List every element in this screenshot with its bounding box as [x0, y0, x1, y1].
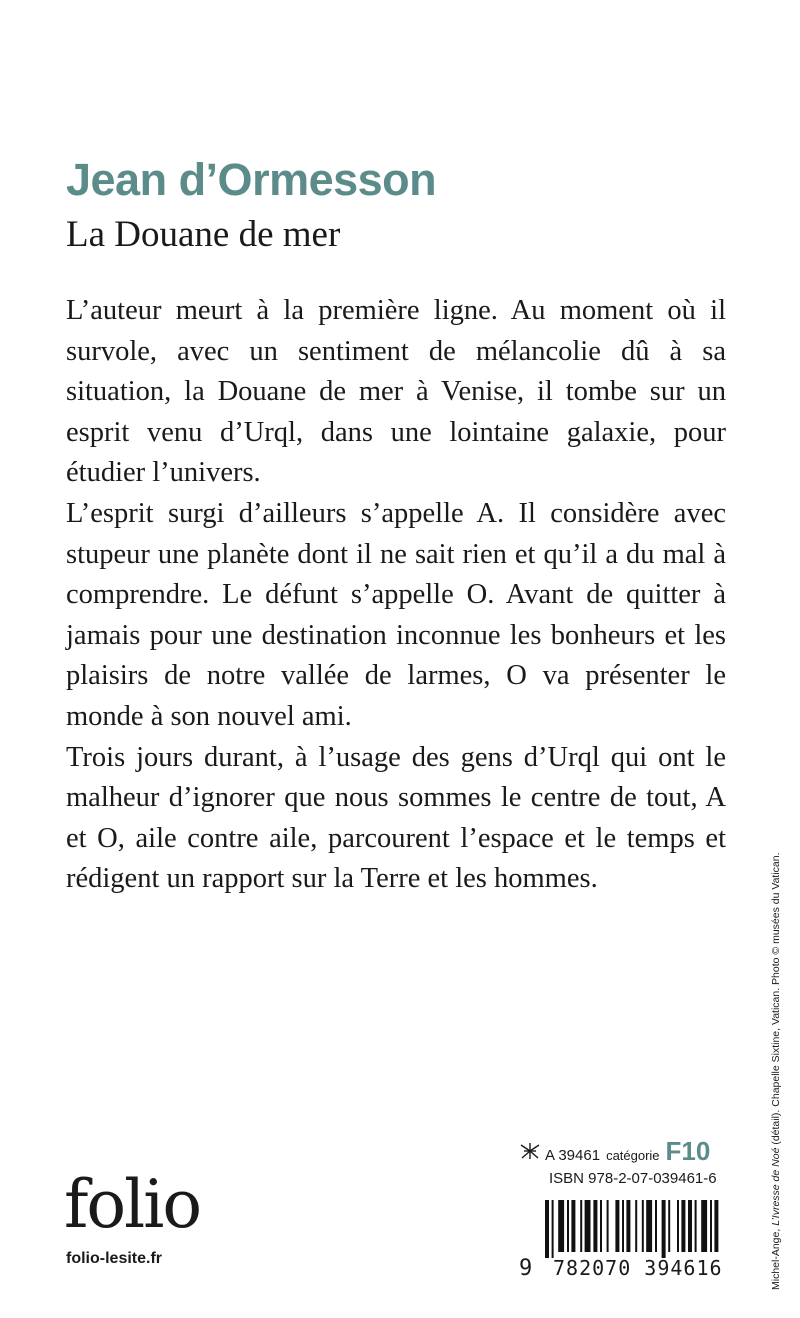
image-credit: [771, 852, 782, 1290]
barcode-bars: [545, 1200, 719, 1258]
category-label: catégorie: [606, 1148, 660, 1163]
product-code: A 39461: [545, 1147, 601, 1164]
barcode-lead-digit: 9: [519, 1256, 533, 1281]
website-url: folio-lesite.fr: [66, 1250, 163, 1267]
barcode-digits: 782070 394616: [553, 1256, 723, 1280]
credit-artwork-title: L’Ivresse de Noé: [770, 1147, 782, 1226]
isbn: ISBN 978-2-07-039461-6: [549, 1170, 717, 1187]
category-code: F10: [665, 1136, 711, 1166]
book-blurb: [66, 291, 726, 900]
blurb-paragraph: Trois jours durant, à l’usage des gens d’Urql qui ont le malheur d’ignorer que nous sommes le centre de tout, A et O, aile contre aile, parcourent l’espace et le temps et rédigent un rapport sur la Terre et les hommes.: [66, 741, 726, 895]
book-title: La Douane de mer: [66, 214, 341, 255]
credit-suffix: (détail). Chapelle Sixtine, Vatican. Photo © musées du Vatican.: [770, 852, 782, 1148]
gallimard-star-icon: [519, 1142, 541, 1160]
credit-prefix: Michel-Ange,: [770, 1225, 782, 1290]
folio-logo: folio: [64, 1166, 201, 1243]
barcode: [519, 1200, 723, 1281]
author-name: Jean d’Ormesson: [66, 154, 437, 205]
product-code-row: [519, 1138, 710, 1164]
blurb-paragraph: L’auteur meurt à la première ligne. Au moment où il survole, avec un sentiment de mélancolie dû à sa situation, la Douane de mer à Venise, il tombe sur un esprit venu d’Urql, dans une lointaine galaxie, pour étudier l’univers.: [66, 295, 726, 489]
blurb-paragraph: L’esprit surgi d’ailleurs s’appelle A. Il considère avec stupeur une planète dont il ne sait rien et qu’il a du mal à comprendre. Le défunt s’appelle O. Avant de quitter à jamais pour une destination inconnue les bonheurs et les plaisirs de notre vallée de larmes, O va présenter le monde à son nouvel ami.: [66, 497, 726, 732]
